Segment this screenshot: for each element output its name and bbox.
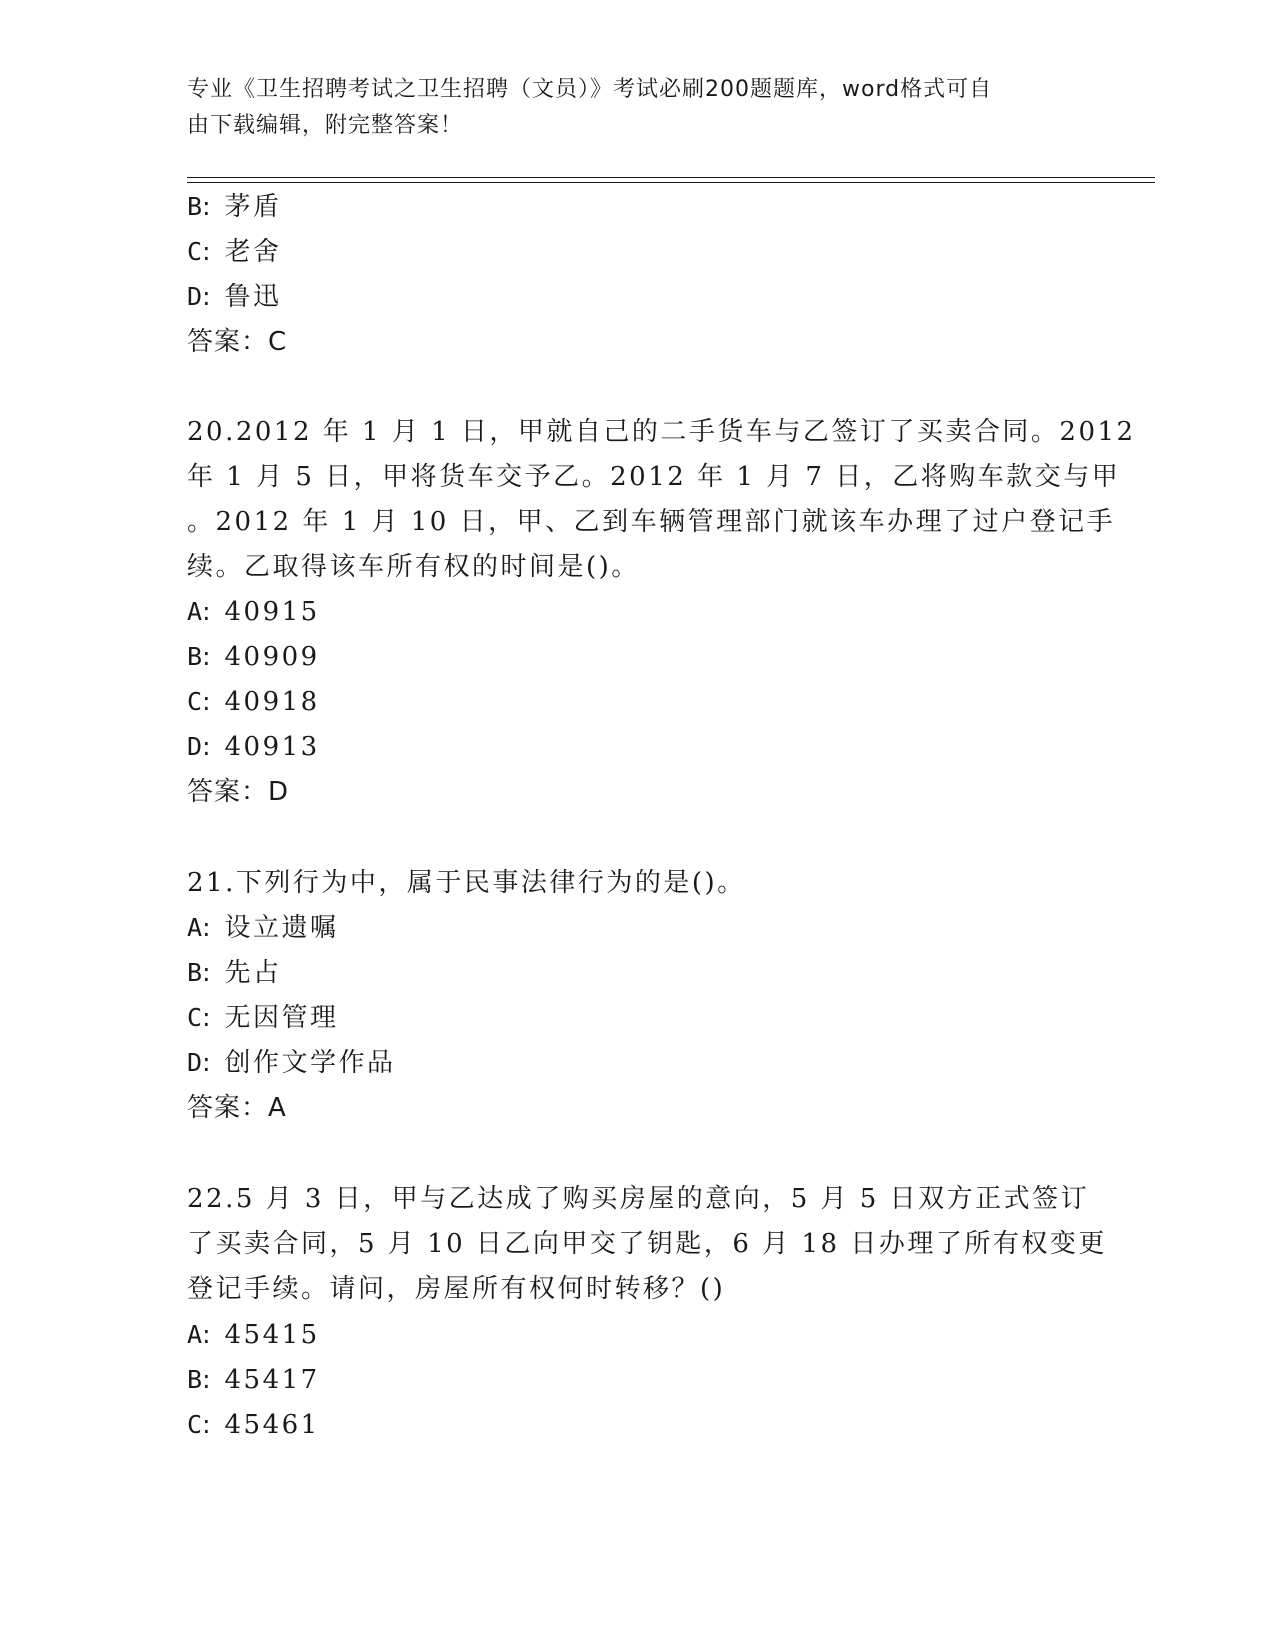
q20-stem-line-4: 续。乙取得该车所有权的时间是()。 <box>187 552 640 582</box>
option-letter: B <box>187 192 203 221</box>
q19-option-b <box>187 190 282 224</box>
q21-option-c <box>187 1001 339 1035</box>
q22-option-c <box>187 1408 320 1442</box>
header-divider-bottom <box>187 182 1155 183</box>
option-text: 40918 <box>224 687 320 717</box>
option-text: 45461 <box>224 1410 320 1440</box>
option-text: 创作文学作品 <box>224 1048 396 1078</box>
option-letter: C <box>187 1003 203 1032</box>
option-text: 先占 <box>224 958 282 988</box>
option-separator: : <box>202 1320 211 1349</box>
q22-stem-line-2: 了买卖合同，5 月 10 日乙向甲交了钥匙，6 月 18 日办理了所有权变更 <box>187 1229 1107 1259</box>
option-letter: B <box>187 958 203 987</box>
header-line-1: 专业《卫生招聘考试之卫生招聘（文员）》考试必刷200题题库，word格式可自 <box>187 77 993 102</box>
q20-stem-line-1: 20.2012 年 1 月 1 日，甲就自己的二手货车与乙签订了买卖合同。2012 <box>187 417 1136 447</box>
option-separator: : <box>202 732 211 761</box>
q20-stem-line-2: 年 1 月 5 日，甲将货车交予乙。2012 年 1 月 7 日，乙将购车款交与甲 <box>187 462 1121 492</box>
option-letter: B <box>187 1365 203 1394</box>
option-letter: A <box>187 1320 203 1349</box>
option-text: 40913 <box>224 732 320 762</box>
option-text: 鲁迅 <box>224 282 282 312</box>
option-text: 45415 <box>224 1320 320 1350</box>
option-letter: A <box>187 913 203 942</box>
option-separator: : <box>202 1410 211 1439</box>
option-letter: A <box>187 597 203 626</box>
option-separator: : <box>202 1048 211 1077</box>
q19-option-d <box>187 280 282 314</box>
option-text: 40909 <box>224 642 320 672</box>
option-letter: D <box>187 732 203 761</box>
q20-option-b <box>187 640 320 674</box>
q20-option-a <box>187 595 320 629</box>
q20-option-c <box>187 685 320 719</box>
q19-option-c <box>187 235 282 269</box>
option-separator: : <box>202 597 211 626</box>
option-text: 老舍 <box>224 237 282 267</box>
option-letter: C <box>187 1410 203 1439</box>
q21-option-d <box>187 1046 396 1080</box>
option-separator: : <box>202 687 211 716</box>
q20-answer: 答案：D <box>187 777 290 807</box>
q21-answer: 答案：A <box>187 1093 287 1123</box>
option-text: 无因管理 <box>224 1003 339 1033</box>
option-separator: : <box>202 958 211 987</box>
q22-option-b <box>187 1363 320 1397</box>
option-letter: C <box>187 687 203 716</box>
document-header <box>187 72 1067 144</box>
q19-answer: 答案：C <box>187 327 288 357</box>
option-separator: : <box>202 237 211 266</box>
option-separator: : <box>202 913 211 942</box>
option-text: 40915 <box>224 597 320 627</box>
q21-stem-line-1: 21.下列行为中，属于民事法律行为的是()。 <box>187 868 746 898</box>
option-text: 45417 <box>224 1365 320 1395</box>
q21-option-a <box>187 911 339 945</box>
option-text: 设立遗嘱 <box>224 913 339 943</box>
q22-stem-line-1: 22.5 月 3 日，甲与乙达成了购买房屋的意向，5 月 5 日双方正式签订 <box>187 1184 1090 1214</box>
option-separator: : <box>202 192 211 221</box>
q22-stem-line-3: 登记手续。请问，房屋所有权何时转移？() <box>187 1274 726 1304</box>
header-line-2: 由下载编辑，附完整答案！ <box>187 113 464 138</box>
option-separator: : <box>202 1365 211 1394</box>
option-letter: B <box>187 642 203 671</box>
q22-option-a <box>187 1318 320 1352</box>
q21-option-b <box>187 956 282 990</box>
option-text: 茅盾 <box>224 192 282 222</box>
option-separator: : <box>202 1003 211 1032</box>
option-letter: C <box>187 237 203 266</box>
q20-option-d <box>187 730 320 764</box>
option-separator: : <box>202 282 211 311</box>
header-divider-top <box>187 177 1155 178</box>
option-letter: D <box>187 282 203 311</box>
q20-stem-line-3: 。2012 年 1 月 10 日，甲、乙到车辆管理部门就该车办理了过户登记手 <box>187 507 1116 537</box>
option-separator: : <box>202 642 211 671</box>
option-letter: D <box>187 1048 203 1077</box>
